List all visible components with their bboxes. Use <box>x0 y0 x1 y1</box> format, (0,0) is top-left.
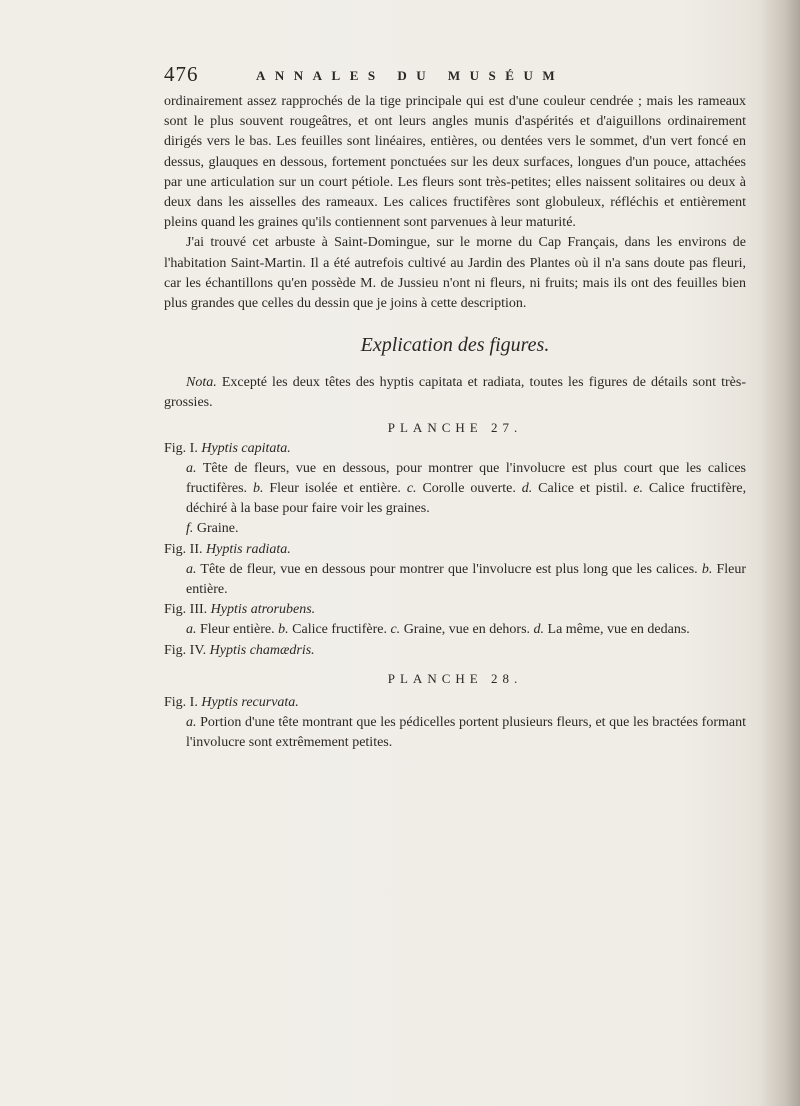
detail-text: Corolle ouverte. <box>422 481 516 497</box>
detail-letter: b. <box>252 481 264 497</box>
detail-letter: d. <box>533 622 545 638</box>
figure-entry-27-1 <box>164 439 746 459</box>
running-title: ANNALES DU MUSÉUM <box>256 68 565 83</box>
body-paragraph-2: J'ai trouvé cet arbuste à Saint-Domingue, sur le morne du Cap Français, dans les environs de l'habitation Saint-Martin. Il a été autrefois cultivé au Jardin des Plantes où il n'a sans doute pas fleuri, car les échantillons qu'en possède M. de Jussieu n'ont ni fleurs, ni fruits; mais ils ont des feuilles bien plus grandes que celles du dessin que je joins à cette description. <box>164 235 746 312</box>
figure-entry-27-3 <box>164 600 746 620</box>
detail-letter: b. <box>701 561 713 577</box>
figure-species: Hyptis radiata. <box>206 541 291 557</box>
detail-letter: b. <box>278 622 289 638</box>
detail-letter: c. <box>390 622 401 638</box>
detail-text: Portion d'une tête montrant que les pédicelles portent plusieurs fleurs, et que les bractées formant l'involucre sont extrêmement petites. <box>186 715 746 751</box>
figure-species: Hyptis capitata. <box>201 440 291 456</box>
figure-label: Fig. III. <box>164 602 208 618</box>
nota-label: Nota. <box>186 375 217 391</box>
detail-letter: a. <box>186 460 197 476</box>
figure-details-27-2 <box>164 560 746 600</box>
figure-entry-28-1 <box>164 693 746 713</box>
figure-species: Hyptis atrorubens. <box>210 602 316 618</box>
detail-text: Fleur isolée et entière. <box>269 481 401 497</box>
figure-entry-27-4 <box>164 641 746 661</box>
detail-letter: d. <box>521 481 533 497</box>
figure-details-28-1 <box>164 713 746 753</box>
figure-details-27-1-f <box>164 519 746 539</box>
detail-text: Calice fructifère. <box>292 622 387 638</box>
nota-text: Excepté les deux têtes des hyptis capitata et radiata, toutes les figures de détails sont très-grossies. <box>164 375 747 411</box>
detail-text: Graine, vue en dehors. <box>403 622 531 638</box>
detail-text: Tête de fleur, vue en dessous pour montrer que l'involucre est plus long que les calices. <box>200 561 698 577</box>
detail-text: Calice et pistil. <box>538 481 628 497</box>
figure-details-27-3 <box>164 620 746 640</box>
detail-text: La même, vue en dedans. <box>547 622 690 638</box>
detail-text: Graine. <box>196 521 239 537</box>
running-head <box>164 62 746 88</box>
section-title: Explication des figures. <box>360 334 550 357</box>
detail-text: Calice fructifère, déchiré à la base pour faire voir les graines. <box>186 481 747 517</box>
figure-label: Fig. I. <box>164 694 198 710</box>
detail-letter: a. <box>186 622 197 638</box>
detail-letter: a. <box>186 561 197 577</box>
page-edge-shadow <box>760 0 800 1106</box>
detail-text: Tête de fleurs, vue en dessous, pour montrer que l'involucre est plus court que les calices fructifères. <box>186 460 746 497</box>
detail-text: Fleur entière. <box>186 561 747 598</box>
page-content <box>164 62 746 753</box>
detail-text: Fleur entière. <box>200 622 275 638</box>
plate-27-heading: PLANCHE 27. <box>387 419 523 435</box>
detail-letter: f. <box>186 521 194 537</box>
figure-details-27-1 <box>164 459 746 520</box>
plate-28-heading: PLANCHE 28. <box>387 670 523 686</box>
figure-label: Fig. II. <box>164 541 203 557</box>
figure-label: Fig. IV. <box>164 642 207 658</box>
figure-species: Hyptis recurvata. <box>201 694 299 710</box>
detail-letter: c. <box>406 481 417 497</box>
body-paragraph-1: ordinairement assez rapprochés de la tige principale qui est d'une couleur cendrée ; mais les rameaux sont le plus souvent rougeâtres, et ont leurs angles munis d'aspérités et d'aiguillons ordinairement dirigés vers le bas. Les feuilles sont linéaires, entières, ou dentées vers le sommet, d'un vert foncé en dessus, glauques en dessous, fortement ponctuées sur les deux surfaces, longues d'un pouce, attachées par une articulation sur un court pétiole. Les fleurs sont très-petites; elles naissent solitaires ou deux à deux dans les aisselles des rameaux. Les calices fructifères sont globuleux, réfléchis et entièrement pleins quand les graines qu'ils contiennent sont parvenues à leur maturité. <box>164 94 746 231</box>
nota-paragraph <box>164 373 746 413</box>
figure-entry-27-2 <box>164 540 746 560</box>
page-number: 476 <box>164 62 199 86</box>
figure-species: Hyptis chamædris. <box>209 642 315 658</box>
detail-letter: a. <box>186 715 197 731</box>
detail-letter: e. <box>633 481 643 497</box>
figure-label: Fig. I. <box>164 440 198 456</box>
